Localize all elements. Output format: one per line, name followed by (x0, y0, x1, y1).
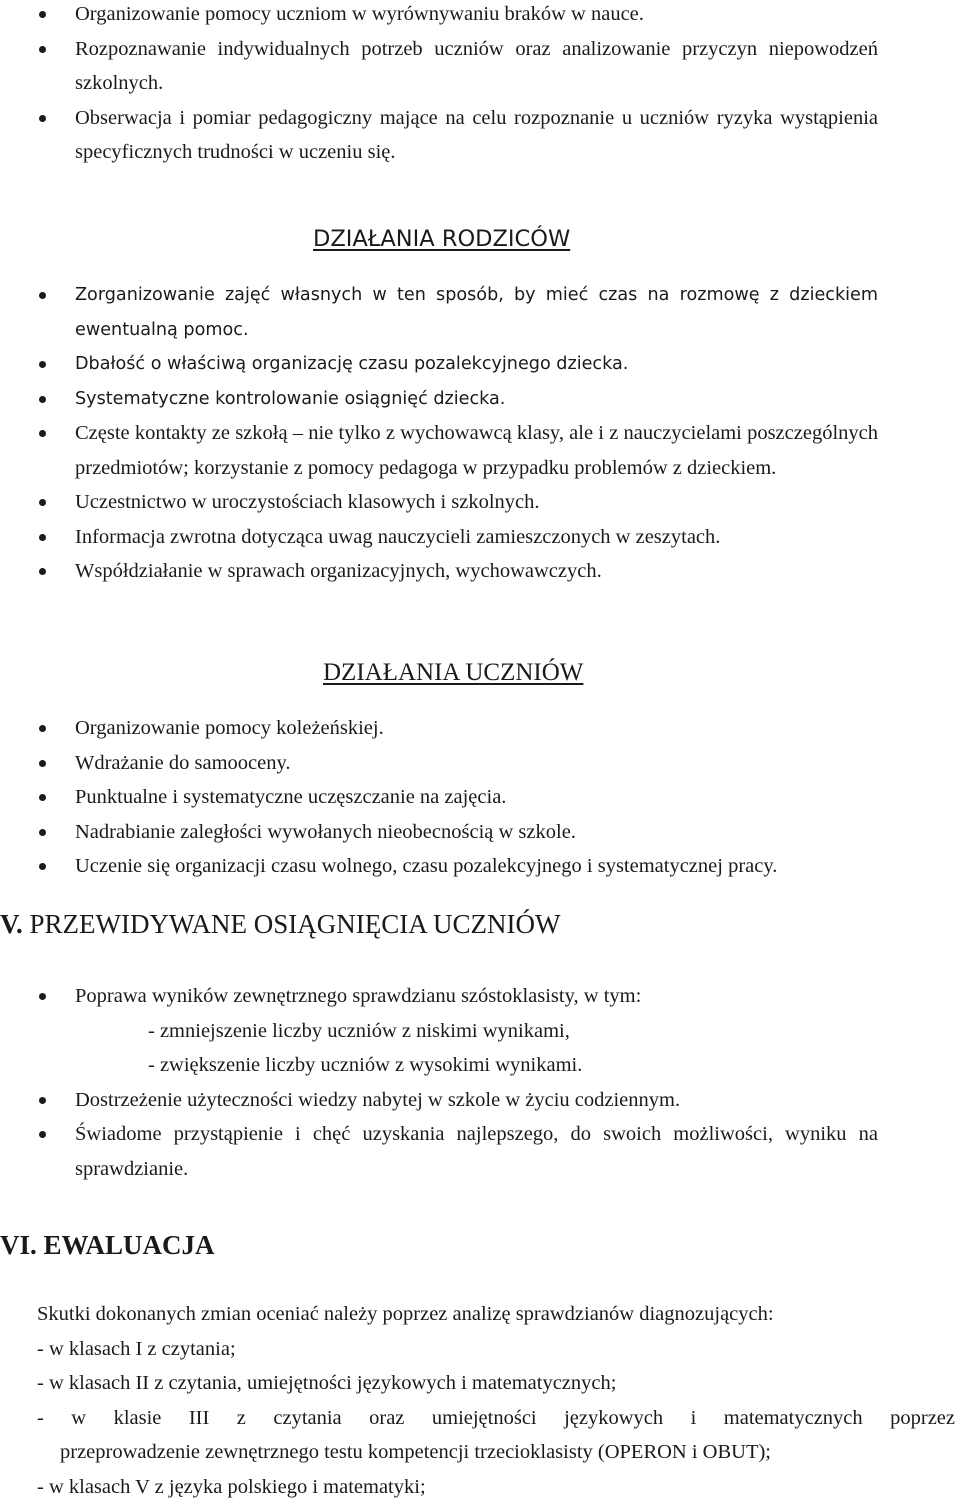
list-item (0, 979, 878, 1083)
list-item-text: Poprawa wyników zewnętrznego sprawdzianu szóstoklasisty, w tym: (75, 979, 878, 1014)
section-6-heading (0, 1230, 215, 1261)
list-item: Organizowanie pomocy koleżeńskiej. (0, 711, 960, 746)
students-list (0, 711, 960, 884)
students-heading: DZIAŁANIA UCZNIÓW (323, 659, 583, 687)
achievements-list (0, 979, 878, 1186)
list-item: Uczestnictwo w uroczystościach klasowych i szkolnych. (0, 485, 878, 520)
parents-list (0, 278, 878, 416)
section-number: V. (0, 909, 23, 939)
paragraph: - w klasach II z czytania, umiejętności językowych i matematycznych; (37, 1366, 955, 1401)
list-item: Świadome przystąpienie i chęć uzyskania najlepszego, do swoich możliwości, wyniku na sprawdzianie. (0, 1117, 878, 1186)
list-item: Organizowanie pomocy uczniom w wyrównywaniu braków w nauce. (0, 0, 878, 32)
list-item: Nadrabianie zaległości wywołanych nieobecnością w szkole. (0, 815, 960, 850)
list-item: Współdziałanie w sprawach organizacyjnych, wychowawczych. (0, 554, 878, 589)
section-5-heading (0, 909, 560, 940)
paragraph: - w klasach V z języka polskiego i matematyki; (37, 1470, 955, 1504)
list-item: Dostrzeżenie użyteczności wiedzy nabytej w szkole w życiu codziennym. (0, 1083, 878, 1118)
section-number: VI. (0, 1230, 37, 1260)
list-item: Punktualne i systematyczne uczęszczanie na zajęcia. (0, 780, 960, 815)
top-list (0, 0, 878, 170)
list-item: Częste kontakty ze szkołą – nie tylko z wychowawcą klasy, ale i z nauczycielami poszczególnych przedmiotów; korzystanie z pomocy pedagoga w przypadku problemów z dzieckiem. (0, 416, 878, 485)
list-item: Obserwacja i pomiar pedagogiczny mające na celu rozpoznanie u uczniów ryzyka wystąpienia specyficznych trudności w uczeniu się. (0, 101, 878, 170)
list-item: Rozpoznawanie indywidualnych potrzeb uczniów oraz analizowanie przyczyn niepowodzeń szkolnych. (0, 32, 878, 101)
parents-list-continued (0, 416, 878, 589)
paragraph: - w klasach I z czytania; (37, 1332, 955, 1367)
sub-item: - zwiększenie liczby uczniów z wysokimi wynikami. (75, 1048, 878, 1083)
list-item: Zorganizowanie zajęć własnych w ten sposób, by mieć czas na rozmowę z dzieckiem ewentualną pomoc. (0, 278, 878, 347)
list-item: Uczenie się organizacji czasu wolnego, czasu pozalekcyjnego i systematycznej pracy. (0, 849, 960, 884)
paragraph: Skutki dokonanych zmian oceniać należy poprzez analizę sprawdzianów diagnozujących: (37, 1297, 955, 1332)
list-item: Systematyczne kontrolowanie osiągnięć dziecka. (0, 382, 878, 417)
list-item: Informacja zwrotna dotycząca uwag nauczycieli zamieszczonych w zeszytach. (0, 520, 878, 555)
paragraph: - w klasie III z czytania oraz umiejętności językowych i matematycznych poprzez (37, 1401, 955, 1436)
list-item: Wdrażanie do samooceny. (0, 746, 960, 781)
evaluation-text (37, 1297, 955, 1504)
section-title: PRZEWIDYWANE OSIĄGNIĘCIA UCZNIÓW (30, 909, 561, 939)
section-title: EWALUACJA (44, 1230, 215, 1260)
list-item: Dbałość o właściwą organizację czasu pozalekcyjnego dziecka. (0, 347, 878, 382)
parents-heading: DZIAŁANIA RODZICÓW (313, 226, 570, 252)
paragraph: przeprowadzenie zewnętrznego testu kompetencji trzecioklasisty (OPERON i OBUT); (37, 1435, 955, 1470)
sub-item: - zmniejszenie liczby uczniów z niskimi wynikami, (75, 1014, 878, 1049)
